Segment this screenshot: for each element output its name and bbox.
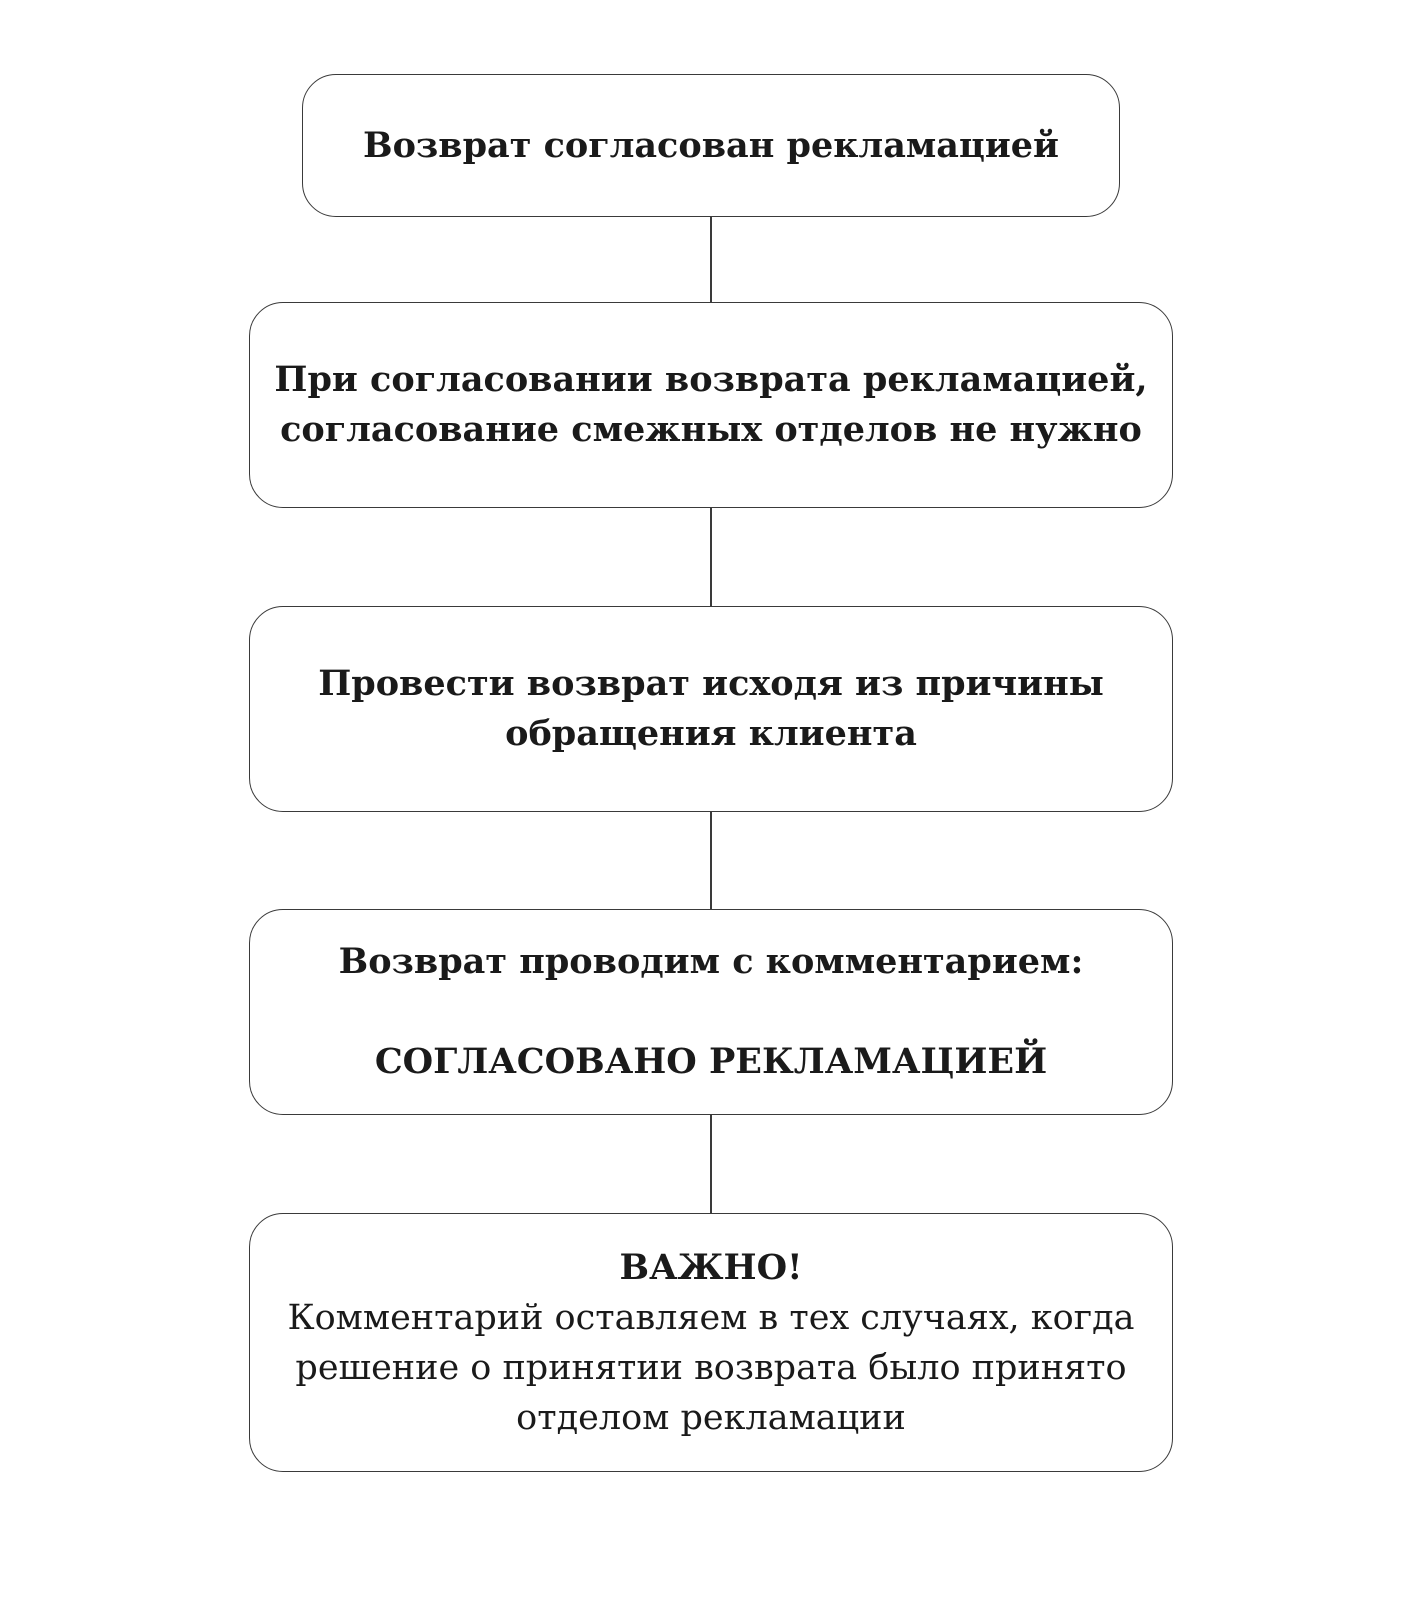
step-2-text-line-2: согласование смежных отделов не нужно (280, 409, 1142, 450)
step-box-no-department-approval (249, 302, 1173, 508)
important-text-line-2: решение о принятии возврата было принято (295, 1347, 1127, 1388)
important-text-line-1: Комментарий оставляем в тех случаях, когда (287, 1297, 1135, 1338)
connector-line (710, 1115, 712, 1213)
step-box-returned-approved (302, 74, 1120, 217)
step-3-text-line-2: обращения клиента (505, 713, 917, 754)
step-2-text-line-1: При согласовании возврата рекламацией, (274, 359, 1148, 400)
step-4-text-line-1: Возврат проводим с комментарием: (338, 941, 1084, 982)
step-box-comment (249, 909, 1173, 1115)
connector-line (710, 508, 712, 606)
step-1-text: Возврат согласован рекламацией (362, 124, 1060, 166)
important-heading: ВАЖНО! (619, 1246, 803, 1288)
connector-line (710, 217, 712, 302)
step-box-important-note (249, 1213, 1173, 1472)
step-4-comment-value: СОГЛАСОВАНО РЕКЛАМАЦИЕЙ (374, 1041, 1048, 1082)
connector-line (710, 812, 712, 909)
step-3-text-line-1: Провести возврат исходя из причины (318, 663, 1104, 704)
important-text-line-3: отделом рекламации (516, 1397, 906, 1438)
step-box-process-return (249, 606, 1173, 812)
